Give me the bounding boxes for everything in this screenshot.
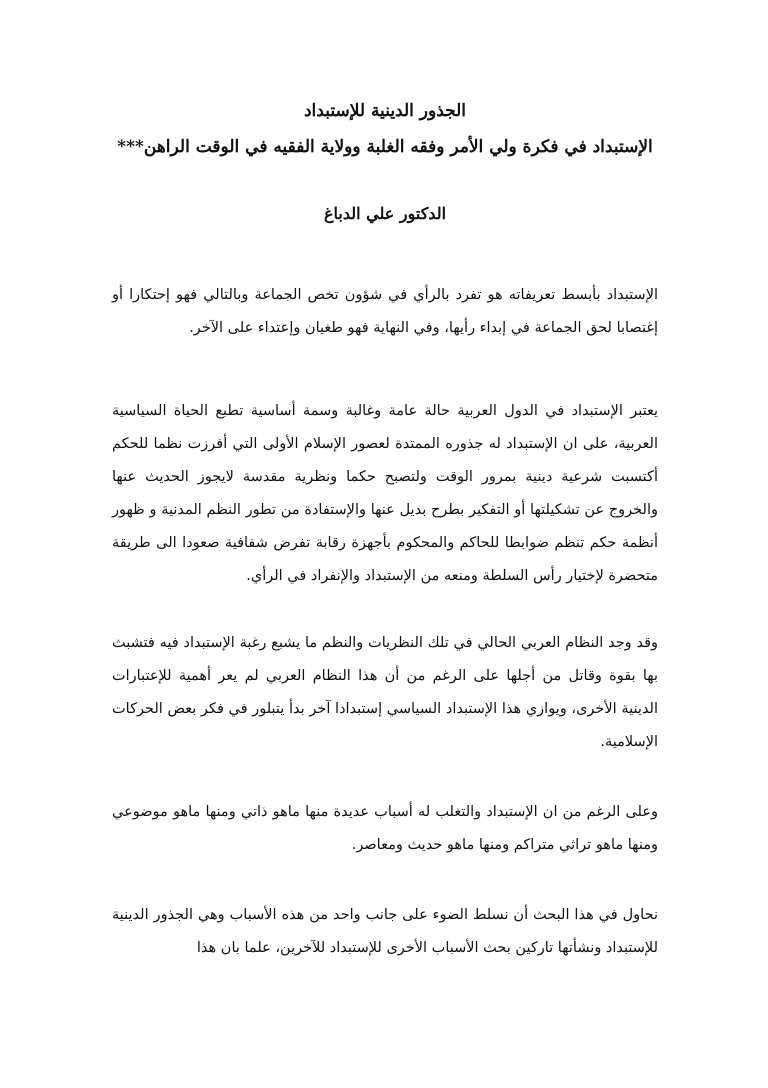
paragraph-5: نحاول في هذا البحث أن نسلط الضوء على جانب واحد من هذه الأسباب وهي الجذور الدينية للإستبداد ونشأتها تاركين بحث الأسباب الأخرى للإستبداد للآخرين، علما بان هذا: [112, 907, 658, 956]
document-body: [112, 96, 658, 965]
paragraph-3: وقد وجد النظام العربي الحالي في تلك النظريات والنظم ما يشبع رغبة الإستبداد فيه فتشبث بها بقوة وقاتل من أجلها على الرغم من أن هذا النظام العربي لم يعر أهمية للإعتبارات الدينية الأخرى، ويوازي هذا الإستبداد السياسي إستبدادا آخر بدأ يتبلور في فكر بعض الحركات الإسلامية.: [112, 635, 658, 750]
document-subtitle: الإستبداد في فكرة ولي الأمر وفقه الغلبة وولاية الفقيه في الوقت الراهن***: [117, 137, 653, 157]
paragraph-1: الإستبداد بأبسط تعريفاته هو تفرد بالرأي في شؤون تخص الجماعة وبالتالي فهو إحتكارا أو إغتصابا لحق الجماعة في إبداء رأيها، وفي النهاية فهو طغيان وإعتداء على الآخر.: [112, 287, 658, 336]
paragraph-4: وعلى الرغم من ان الإستبداد والتغلب له أسباب عديدة منها ماهو ذاتي ومنها ماهو موضوعي ومنها ماهو تراثي متراكم ومنها ماهو حديث ومعاصر.: [112, 804, 658, 853]
author-name: الدكتور علي الدباغ: [323, 204, 447, 223]
document-title: الجذور الدينية للإستبداد: [303, 101, 467, 121]
paragraph-2: يعتبر الإستبداد في الدول العربية حالة عامة وغالبة وسمة أساسية تطبع الحياة السياسية العربية، على ان الإستبداد له جذوره الممتدة لعصور الإسلام الأولى التي أفرزت نظما للحكم أكتسبت شرعية دينية بمرور الوقت ولتصبح حكما ونظرية مقدسة لايجوز الحديث عنها والخروج عن تشكيلتها أو التفكير بطرح بديل عنها والإستفادة من تطور النظم المدنية و ظهور أنظمة حكم تنظم ضوابطا للحاكم والمحكوم بأجهزة رقابة تفرض شفافية صعودا الى طريقة متحضرة لإختيار رأس السلطة ومنعه من الإستبداد والإنفراد في الرأي.: [112, 403, 658, 584]
